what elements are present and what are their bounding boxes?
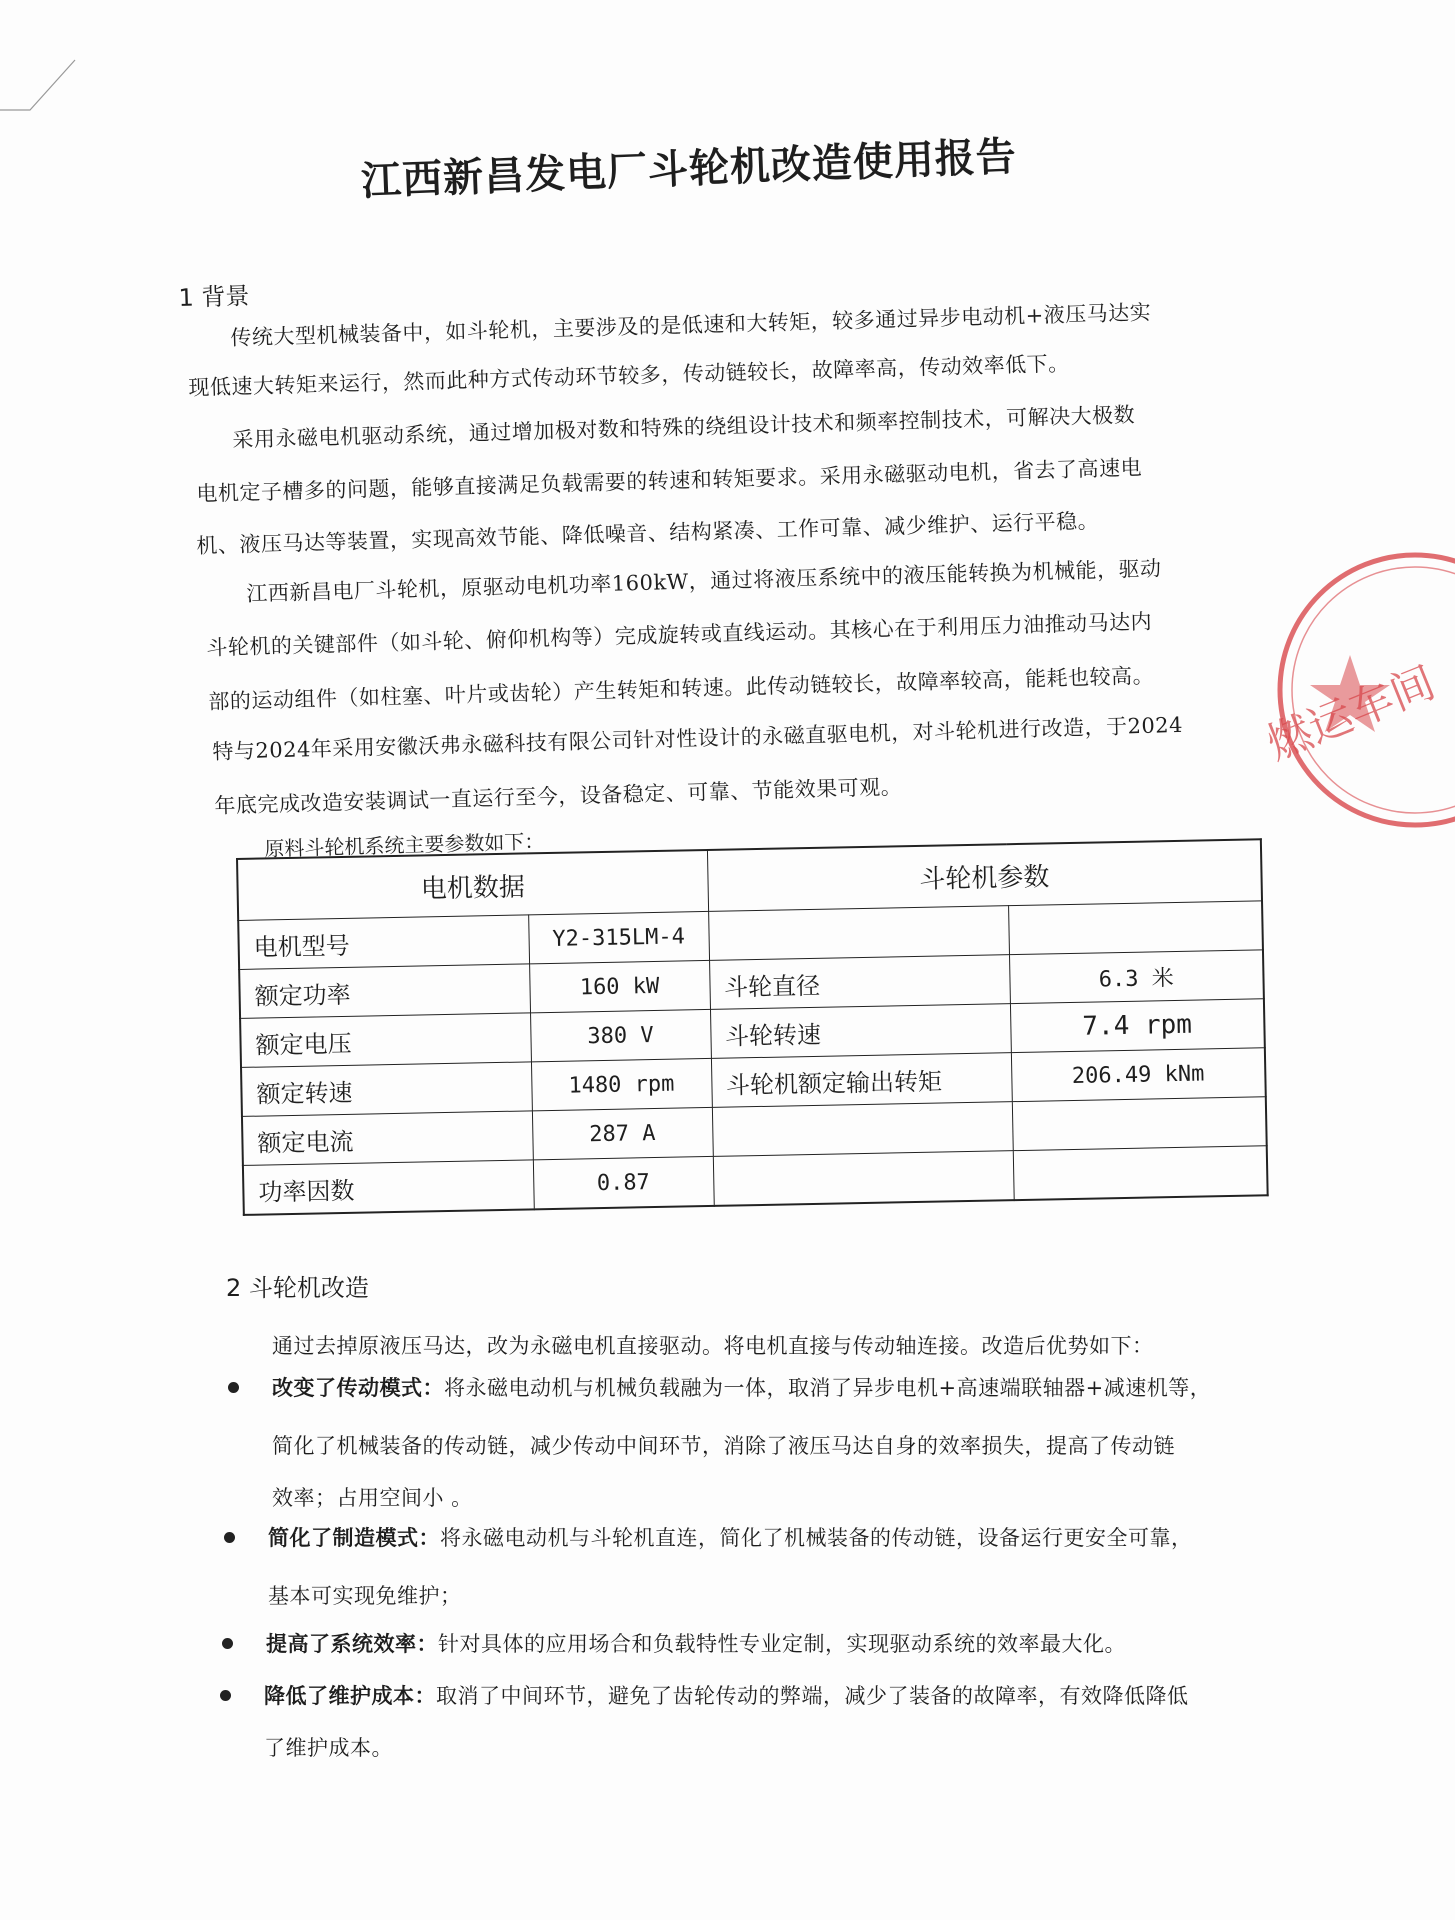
bullet-dot-icon: [224, 1532, 235, 1543]
bucket-wheel-params-header: 斗轮机参数: [707, 839, 1262, 911]
wheel-param-value: 206.49 kNm: [1011, 1048, 1266, 1102]
bullet-2-line-1: [268, 1522, 1193, 1552]
wheel-param-value: [1008, 901, 1263, 955]
red-seal-stamp: [1255, 560, 1455, 820]
motor-param-label: 功率因数: [243, 1160, 534, 1215]
bullet-dot-icon: [228, 1382, 239, 1393]
bullet-2-text: 将永磁电动机与斗轮机直连，简化了机械装备的传动链，设备运行更安全可靠，: [440, 1526, 1193, 1550]
motor-param-label: 额定电压: [240, 1013, 531, 1068]
parameter-table-wrapper: [236, 838, 1267, 1258]
wheel-param-label: [713, 1151, 1014, 1206]
motor-param-value: 0.87: [533, 1156, 714, 1209]
bullet-dot-icon: [222, 1638, 233, 1649]
wheel-param-value: 6.3 米: [1009, 950, 1264, 1004]
table-caption: 原料斗轮机系统主要参数如下：: [264, 829, 545, 861]
section-1-line-7: 斗轮机的关键部件（如斗轮、俯仰机构等）完成旋转或直线运动。其核心在于利用压力油推动马达内: [206, 609, 1153, 660]
wheel-param-value: 7.4 rpm: [1010, 999, 1265, 1053]
motor-param-label: 电机型号: [238, 915, 529, 970]
motor-param-value: 160 kW: [529, 960, 710, 1012]
section-1-line-6: 江西新昌电厂斗轮机，原驱动电机功率160kW，通过将液压系统中的液压能转换为机械能，驱动: [246, 556, 1162, 606]
wheel-param-label: 斗轮机额定输出转矩: [711, 1053, 1012, 1108]
bullet-1-line-1: [272, 1372, 1211, 1402]
section-1-line-8: 部的运动组件（如柱塞、叶片或齿轮）产生转矩和转速。此传动链较长，故障率较高，能耗也较高。: [208, 663, 1155, 714]
motor-param-value: 380 V: [530, 1009, 711, 1061]
wheel-param-value: [1013, 1146, 1268, 1200]
report-title: 江西新昌发电厂斗轮机改造使用报告: [360, 132, 1018, 205]
motor-param-value: Y2-315LM-4: [528, 911, 709, 963]
bullet-1-line-2: 简化了机械装备的传动链，减少传动中间环节，消除了液压马达自身的效率损失，提高了传动链: [272, 1434, 1175, 1458]
motor-data-header: 电机数据: [237, 850, 708, 921]
section-1-line-10: 年底完成改造安装调试一直运行至今，设备稳定、可靠、节能效果可观。: [214, 774, 903, 818]
section-2-heading: 2 斗轮机改造: [226, 1274, 369, 1302]
bullet-4-text: 取消了中间环节，避免了齿轮传动的弊端，减少了装备的故障率，有效降低降低: [436, 1684, 1189, 1708]
bullet-1-term: 改变了传动模式：: [272, 1375, 444, 1400]
section-1-line-5: 机、液压马达等装置，实现高效节能、降低噪音、结构紧凑、工作可靠、减少维护、运行平稳。: [196, 508, 1100, 558]
bullet-2-line-2: 基本可实现免维护；: [268, 1584, 462, 1608]
bullet-3-term: 提高了系统效率：: [266, 1631, 438, 1656]
section-2-intro: 通过去掉原液压马达，改为永磁电机直接驱动。将电机直接与传动轴连接。改造后优势如下：: [272, 1334, 1154, 1358]
section-1-heading: 1 背景: [178, 282, 250, 312]
motor-param-value: 287 A: [532, 1107, 713, 1159]
section-1-line-4: 电机定子槽多的问题，能够直接满足负载需要的转速和转矩要求。采用永磁驱动电机，省去了高速电: [196, 455, 1143, 506]
bullet-3-text: 针对具体的应用场合和负载特性专业定制，实现驱动系统的效率最大化。: [438, 1632, 1126, 1656]
folded-corner-mark: [0, 0, 80, 120]
parameter-table: [236, 838, 1269, 1216]
section-1-line-3: 采用永磁电机驱动系统，通过增加极对数和特殊的绕组设计技术和频率控制技术，可解决大极数: [232, 402, 1136, 452]
motor-param-value: 1480 rpm: [531, 1058, 712, 1110]
wheel-param-label: 斗轮转速: [710, 1004, 1011, 1059]
bullet-4-term: 降低了维护成本：: [264, 1683, 436, 1708]
bullet-3-line-1: [266, 1628, 1126, 1658]
bullet-dot-icon: [220, 1690, 231, 1701]
motor-param-label: 额定功率: [239, 964, 530, 1019]
motor-param-label: 额定电流: [242, 1111, 533, 1166]
wheel-param-label: 斗轮直径: [709, 955, 1010, 1010]
stamp-text: 燃运车间: [1260, 656, 1443, 771]
bullet-4-line-1: [264, 1680, 1189, 1710]
motor-param-label: 额定转速: [241, 1062, 532, 1117]
wheel-param-value: [1012, 1097, 1267, 1151]
bullet-1-line-3: 效率；占用空间小 。: [272, 1486, 473, 1510]
bullet-4-line-2: 了维护成本。: [264, 1736, 393, 1760]
wheel-param-label: [708, 906, 1009, 961]
bullet-2-term: 简化了制造模式：: [268, 1525, 440, 1550]
section-1-line-9: 特与2024年采用安徽沃弗永磁科技有限公司针对性设计的永磁直驱电机，对斗轮机进行改造，于2024: [212, 712, 1184, 764]
section-1-line-1: 传统大型机械装备中，如斗轮机，主要涉及的是低速和大转矩，较多通过异步电动机+液压马达实: [230, 300, 1152, 350]
wheel-param-label: [712, 1102, 1013, 1157]
section-1-line-2: 现低速大转矩来运行，然而此种方式传动环节较多，传动链较长，故障率高，传动效率低下。: [188, 351, 1070, 400]
bullet-1-text: 将永磁电动机与机械负载融为一体，取消了异步电机+高速端联轴器+减速机等，: [444, 1376, 1212, 1400]
